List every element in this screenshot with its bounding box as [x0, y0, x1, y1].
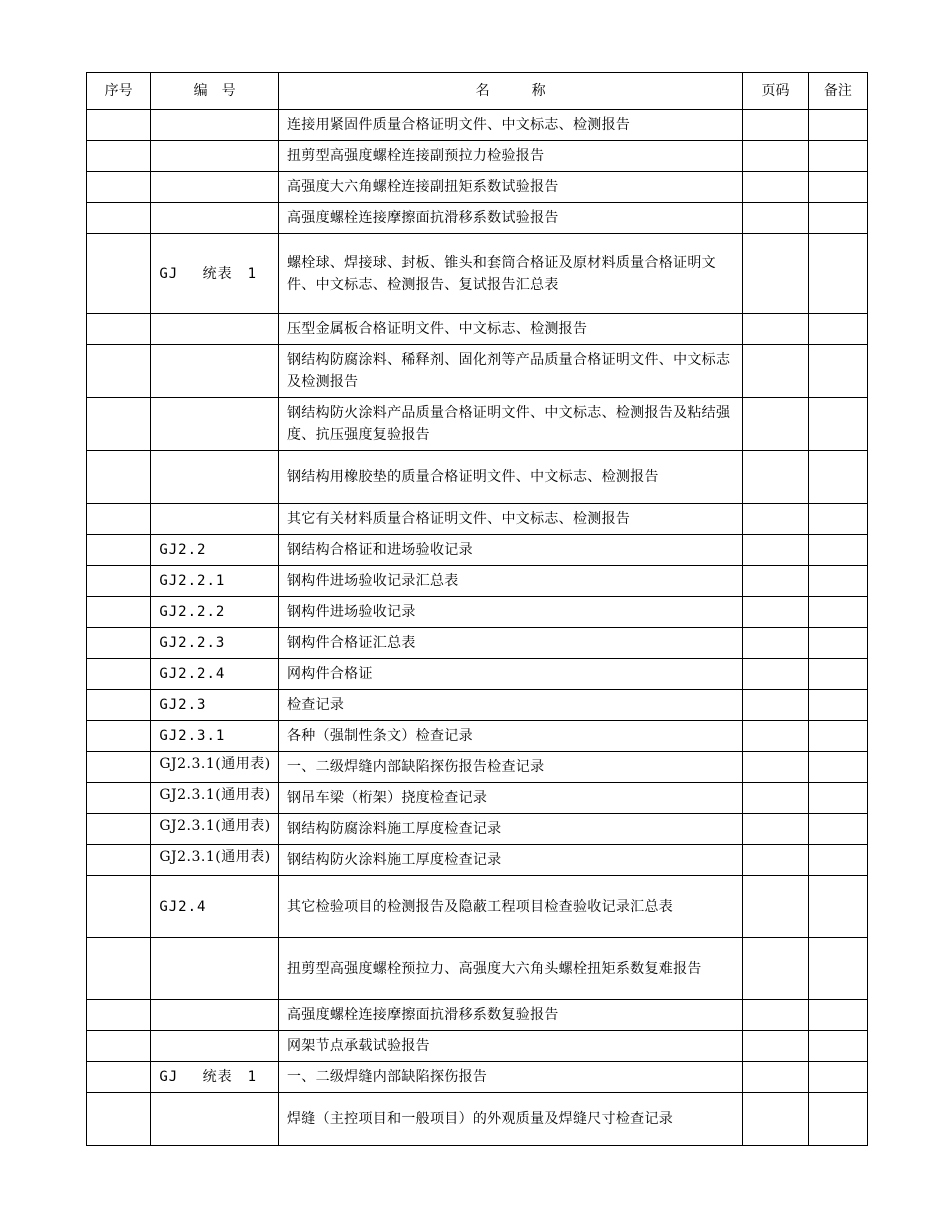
note-cell	[808, 451, 867, 504]
note-cell	[808, 845, 867, 876]
code-cell	[151, 659, 279, 690]
seq-cell	[87, 172, 151, 203]
seq-cell	[87, 141, 151, 172]
name-cell: 钢结构防腐涂料施工厚度检查记录	[278, 814, 742, 845]
code-cell	[151, 504, 279, 535]
name-cell: 一、二级焊缝内部缺陷探伤报告	[278, 1062, 742, 1093]
table-row	[87, 752, 868, 783]
seq-cell	[87, 690, 151, 721]
seq-cell	[87, 535, 151, 566]
page-cell	[743, 845, 808, 876]
seq-cell	[87, 451, 151, 504]
code-text: GJ2.3.1(通用表)	[159, 756, 271, 772]
code-cell	[151, 845, 279, 876]
page-cell	[743, 141, 808, 172]
seq-cell	[87, 234, 151, 314]
code-text: GJ2.2.3	[159, 635, 226, 651]
header-code: 编 号	[151, 73, 279, 110]
table-row	[87, 659, 868, 690]
page-cell	[743, 814, 808, 845]
table-row	[87, 690, 868, 721]
code-text: GJ2.2.2	[159, 604, 226, 620]
code-cell	[151, 783, 279, 814]
note-cell	[808, 234, 867, 314]
code-cell	[151, 172, 279, 203]
page-cell	[743, 721, 808, 752]
seq-cell	[87, 752, 151, 783]
page-cell	[743, 690, 808, 721]
note-cell	[808, 783, 867, 814]
seq-cell	[87, 597, 151, 628]
note-cell	[808, 314, 867, 345]
page-cell	[743, 398, 808, 451]
table-row	[87, 566, 868, 597]
code-cell	[151, 690, 279, 721]
header-name: 名 称	[278, 73, 742, 110]
page-cell	[743, 504, 808, 535]
seq-cell	[87, 504, 151, 535]
page-cell	[743, 597, 808, 628]
name-cell: 一、二级焊缝内部缺陷探伤报告检查记录	[278, 752, 742, 783]
code-cell	[151, 752, 279, 783]
name-cell: 钢结构防火涂料产品质量合格证明文件、中文标志、检测报告及粘结强度、抗压强度复验报告	[278, 398, 742, 451]
note-cell	[808, 814, 867, 845]
page-cell	[743, 172, 808, 203]
code-text: GJ2.2.4	[159, 666, 226, 682]
name-cell: 连接用紧固件质量合格证明文件、中文标志、检测报告	[278, 110, 742, 141]
name-cell: 钢结构用橡胶垫的质量合格证明文件、中文标志、检测报告	[278, 451, 742, 504]
seq-cell	[87, 314, 151, 345]
code-cell	[151, 876, 279, 938]
note-cell	[808, 1000, 867, 1031]
note-cell	[808, 566, 867, 597]
table-row	[87, 876, 868, 938]
page-cell	[743, 345, 808, 398]
code-cell	[151, 314, 279, 345]
name-cell: 压型金属板合格证明文件、中文标志、检测报告	[278, 314, 742, 345]
code-text: GJ 统表 1	[159, 265, 258, 282]
note-cell	[808, 535, 867, 566]
code-cell	[151, 1093, 279, 1146]
table-row	[87, 504, 868, 535]
seq-cell	[87, 876, 151, 938]
name-cell: 高强度螺栓连接摩擦面抗滑移系数复验报告	[278, 1000, 742, 1031]
page-cell	[743, 752, 808, 783]
code-text: GJ2.3.1(通用表)	[159, 787, 271, 803]
name-cell: 钢构件进场验收记录汇总表	[278, 566, 742, 597]
table-row	[87, 345, 868, 398]
name-cell: 各种（强制性条文）检查记录	[278, 721, 742, 752]
page-cell	[743, 938, 808, 1000]
seq-cell	[87, 1093, 151, 1146]
table-row	[87, 141, 868, 172]
code-cell	[151, 597, 279, 628]
code-text: GJ2.2.1	[159, 573, 226, 589]
code-cell	[151, 398, 279, 451]
page-cell	[743, 535, 808, 566]
note-cell	[808, 659, 867, 690]
table-row	[87, 721, 868, 752]
header-note: 备注	[808, 73, 867, 110]
code-cell	[151, 721, 279, 752]
code-text: GJ2.3.1(通用表)	[159, 849, 271, 865]
name-cell: 钢结构防腐涂料、稀释剂、固化剂等产品质量合格证明文件、中文标志及检测报告	[278, 345, 742, 398]
table-row	[87, 1000, 868, 1031]
table-row	[87, 1062, 868, 1093]
page-cell	[743, 1062, 808, 1093]
name-cell: 网构件合格证	[278, 659, 742, 690]
table-row	[87, 783, 868, 814]
code-text: GJ2.2	[159, 542, 207, 558]
seq-cell	[87, 659, 151, 690]
code-cell	[151, 203, 279, 234]
page-cell	[743, 876, 808, 938]
table-row	[87, 597, 868, 628]
note-cell	[808, 597, 867, 628]
seq-cell	[87, 814, 151, 845]
note-cell	[808, 141, 867, 172]
page-cell	[743, 234, 808, 314]
name-cell: 钢构件合格证汇总表	[278, 628, 742, 659]
code-text: GJ 统表 1	[159, 1069, 258, 1085]
code-cell	[151, 535, 279, 566]
seq-cell	[87, 845, 151, 876]
table-row	[87, 234, 868, 314]
code-cell	[151, 628, 279, 659]
seq-cell	[87, 1000, 151, 1031]
page-cell	[743, 566, 808, 597]
page-cell	[743, 110, 808, 141]
header-page: 页码	[743, 73, 808, 110]
table-row	[87, 398, 868, 451]
table-row	[87, 1093, 868, 1146]
name-cell: 钢吊车梁（桁架）挠度检查记录	[278, 783, 742, 814]
name-cell: 高强度螺栓连接摩擦面抗滑移系数试验报告	[278, 203, 742, 234]
page-cell	[743, 783, 808, 814]
seq-cell	[87, 721, 151, 752]
seq-cell	[87, 783, 151, 814]
table-row	[87, 845, 868, 876]
note-cell	[808, 690, 867, 721]
page-cell	[743, 628, 808, 659]
table-row	[87, 814, 868, 845]
page-cell	[743, 203, 808, 234]
code-cell	[151, 141, 279, 172]
code-cell	[151, 110, 279, 141]
name-cell: 其它有关材料质量合格证明文件、中文标志、检测报告	[278, 504, 742, 535]
table-row	[87, 203, 868, 234]
name-cell: 钢结构防火涂料施工厚度检查记录	[278, 845, 742, 876]
table-row	[87, 1031, 868, 1062]
code-cell	[151, 814, 279, 845]
code-text: GJ2.3.1(通用表)	[159, 818, 271, 834]
note-cell	[808, 628, 867, 659]
seq-cell	[87, 345, 151, 398]
note-cell	[808, 398, 867, 451]
page-cell	[743, 659, 808, 690]
code-text: GJ2.4	[159, 898, 207, 915]
code-cell	[151, 345, 279, 398]
page-cell	[743, 1000, 808, 1031]
page-cell	[743, 314, 808, 345]
code-text: GJ2.3.1	[159, 728, 226, 744]
note-cell	[808, 752, 867, 783]
note-cell	[808, 876, 867, 938]
code-cell	[151, 234, 279, 314]
seq-cell	[87, 203, 151, 234]
note-cell	[808, 345, 867, 398]
seq-cell	[87, 1031, 151, 1062]
table-row	[87, 451, 868, 504]
note-cell	[808, 504, 867, 535]
name-cell: 钢结构合格证和进场验收记录	[278, 535, 742, 566]
code-text: GJ2.3	[159, 697, 207, 713]
table-row	[87, 938, 868, 1000]
note-cell	[808, 1093, 867, 1146]
table-row	[87, 110, 868, 141]
note-cell	[808, 1062, 867, 1093]
name-cell: 螺栓球、焊接球、封板、锥头和套筒合格证及原材料质量合格证明文件、中文标志、检测报告、复试报告汇总表	[278, 234, 742, 314]
page-cell	[743, 1093, 808, 1146]
name-cell: 其它检验项目的检测报告及隐蔽工程项目检查验收记录汇总表	[278, 876, 742, 938]
table-row	[87, 172, 868, 203]
note-cell	[808, 172, 867, 203]
seq-cell	[87, 110, 151, 141]
note-cell	[808, 203, 867, 234]
code-cell	[151, 451, 279, 504]
note-cell	[808, 938, 867, 1000]
code-cell	[151, 566, 279, 597]
page-cell	[743, 1031, 808, 1062]
note-cell	[808, 110, 867, 141]
name-cell: 网架节点承载试验报告	[278, 1031, 742, 1062]
name-cell: 高强度大六角螺栓连接副扭矩系数试验报告	[278, 172, 742, 203]
code-cell	[151, 1031, 279, 1062]
document-table	[86, 72, 868, 1146]
name-cell: 焊缝（主控项目和一般项目）的外观质量及焊缝尺寸检查记录	[278, 1093, 742, 1146]
seq-cell	[87, 628, 151, 659]
code-cell	[151, 1000, 279, 1031]
seq-cell	[87, 1062, 151, 1093]
seq-cell	[87, 938, 151, 1000]
seq-cell	[87, 398, 151, 451]
code-cell	[151, 1062, 279, 1093]
note-cell	[808, 721, 867, 752]
page-cell	[743, 451, 808, 504]
table-row	[87, 535, 868, 566]
table-row	[87, 314, 868, 345]
note-cell	[808, 1031, 867, 1062]
name-cell: 扭剪型高强度螺栓连接副预拉力检验报告	[278, 141, 742, 172]
name-cell: 钢构件进场验收记录	[278, 597, 742, 628]
code-cell	[151, 938, 279, 1000]
name-cell: 检查记录	[278, 690, 742, 721]
seq-cell	[87, 566, 151, 597]
table-row	[87, 628, 868, 659]
name-cell: 扭剪型高强度螺栓预拉力、高强度大六角头螺栓扭矩系数复难报告	[278, 938, 742, 1000]
header-seq: 序号	[87, 73, 151, 110]
header-row	[87, 73, 868, 110]
